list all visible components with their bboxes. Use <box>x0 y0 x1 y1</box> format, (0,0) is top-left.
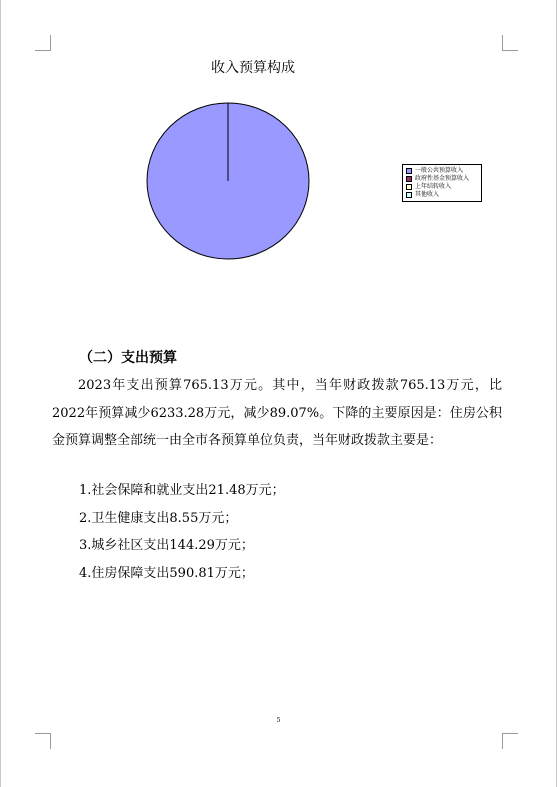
page-number: 5 <box>276 717 281 724</box>
legend-swatch <box>406 176 412 182</box>
legend-label: 上年结转收入 <box>415 183 452 190</box>
list-item: 4.住房保障支出590.81万元； <box>79 565 254 581</box>
legend-label: 一般公共预算收入 <box>415 167 464 174</box>
list-item: 3.城乡社区支出144.29万元； <box>79 538 254 553</box>
body-paragraph: 2023年支出预算765.13万元。其中，当年财政拨款765.13万元，比2022年预算减少6233.28万元，减少89.07%。下降的主要原因是：住房公积金预算调整全部统一由全市各预算单位负责，当年财政拨款主要是： <box>52 378 502 448</box>
legend-item <box>406 175 481 183</box>
chart-legend <box>402 164 482 202</box>
list-item: 2.卫生健康支出8.55万元； <box>79 510 238 526</box>
legend-item <box>406 183 481 191</box>
chart-title: 收入预算构成 <box>211 60 295 76</box>
section-heading: （二）支出预算 <box>79 350 177 366</box>
legend-swatch <box>406 184 412 190</box>
list-item: 1.社会保障和就业支出21.48万元； <box>79 483 285 498</box>
legend-swatch <box>406 168 412 174</box>
legend-label: 其他收入 <box>415 191 440 198</box>
legend-swatch <box>406 192 412 198</box>
expenditure-list <box>79 477 285 587</box>
legend-item <box>406 167 481 175</box>
legend-item <box>406 191 481 199</box>
legend-label: 政府性基金预算收入 <box>415 175 470 182</box>
